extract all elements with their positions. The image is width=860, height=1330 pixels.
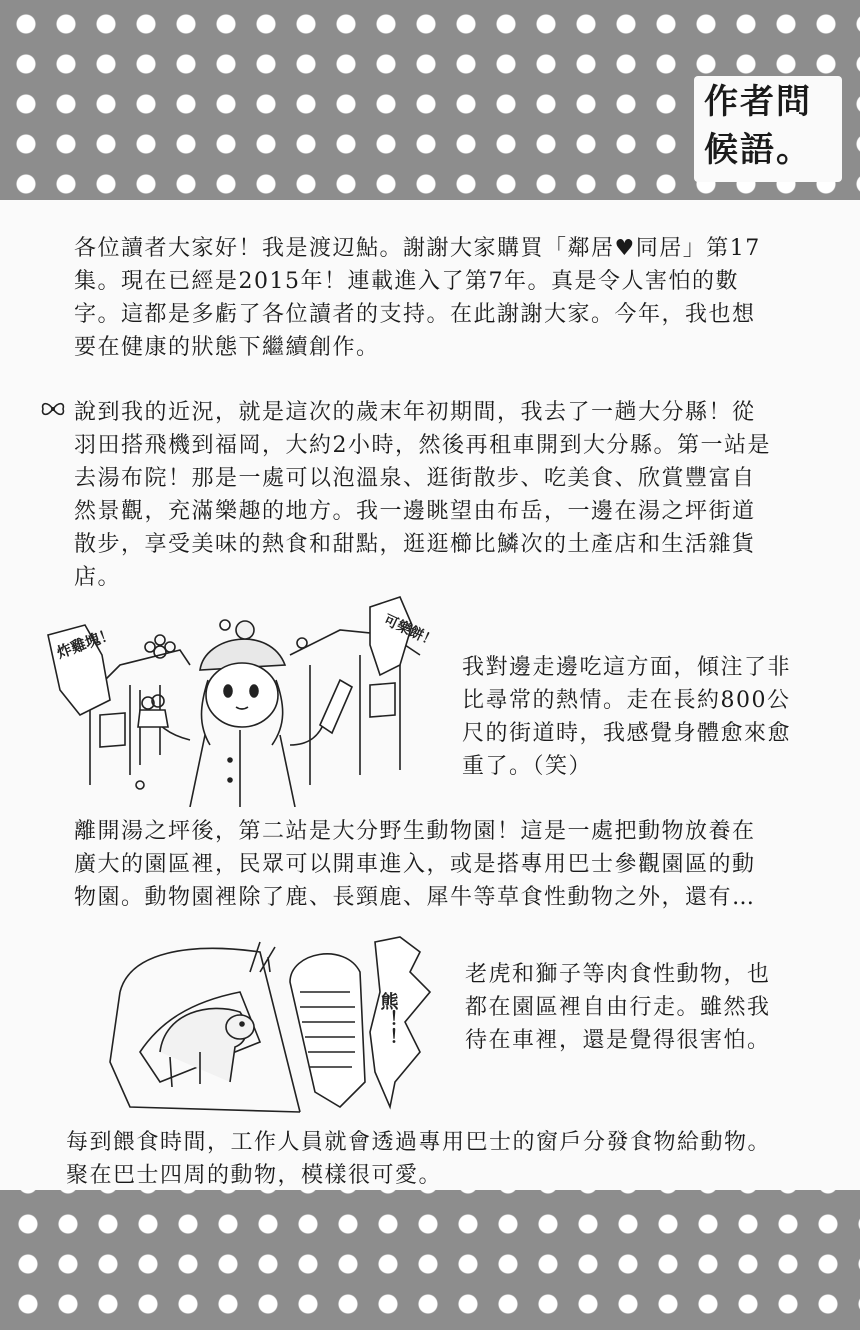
title-box [694, 76, 842, 182]
right-bubble-text: 可樂餅！ [381, 612, 439, 651]
feeding-paragraph: 每到餵食時間，工作人員就會透過專用巴士的窗戶分發食物給動物。聚在巴士四周的動物，模樣很可愛。 [66, 1130, 772, 1188]
girl-eating-illustration [40, 595, 450, 807]
bear-bubble-text: 熊！！ [377, 992, 399, 1046]
eating-paragraph: 我對邊走邊吃這方面，傾注了非比尋常的熱情。走在長約800公尺的街道時，我感覺身體愈來愈重了。（笑） [462, 655, 792, 779]
page-title-line1: 作者問 [704, 82, 812, 122]
predators-paragraph: 老虎和獅子等肉食性動物，也都在園區裡自由行走。雖然我待在車裡，還是覺得很害怕。 [465, 962, 771, 1053]
ribbon-bow-icon [40, 396, 66, 432]
intro-paragraph: 各位讀者大家好！我是渡辺鮎。謝謝大家購買「鄰居♥同居」第17集。現在已經是2015年！連載進入了第7年。真是令人害怕的數字。這都是多虧了各位讀者的支持。在此謝謝大家。今年，我也想要在健康的狀態下繼續創作。 [74, 236, 761, 360]
travel-paragraph: 說到我的近況，就是這次的歲末年初期間，我去了一趟大分縣！從羽田搭飛機到福岡，大約2小時，然後再租車開到大分縣。第一站是去湯布院！那是一處可以泡溫泉、逛街散步、吃美食、欣賞豐富自然景觀，充滿樂趣的地方。我一邊眺望由布岳，一邊在湯之坪街道散步，享受美味的熱食和甜點，逛逛櫛比鱗次的土產店和生活雜貨店。 [74, 400, 771, 590]
zoo-paragraph: 離開湯之坪後，第二站是大分野生動物園！這是一處把動物放養在廣大的園區裡，民眾可以開車進入，或是搭專用巴士參觀園區的動物園。動物園裡除了鹿、長頸鹿、犀牛等草食性動物之外，還有… [74, 819, 756, 910]
page-title-line2: 候語。 [704, 130, 812, 170]
bottom-dot-pattern [0, 1190, 860, 1330]
bear-car-illustration [100, 932, 450, 1117]
left-bubble-text: 炸雞塊！ [54, 624, 117, 663]
